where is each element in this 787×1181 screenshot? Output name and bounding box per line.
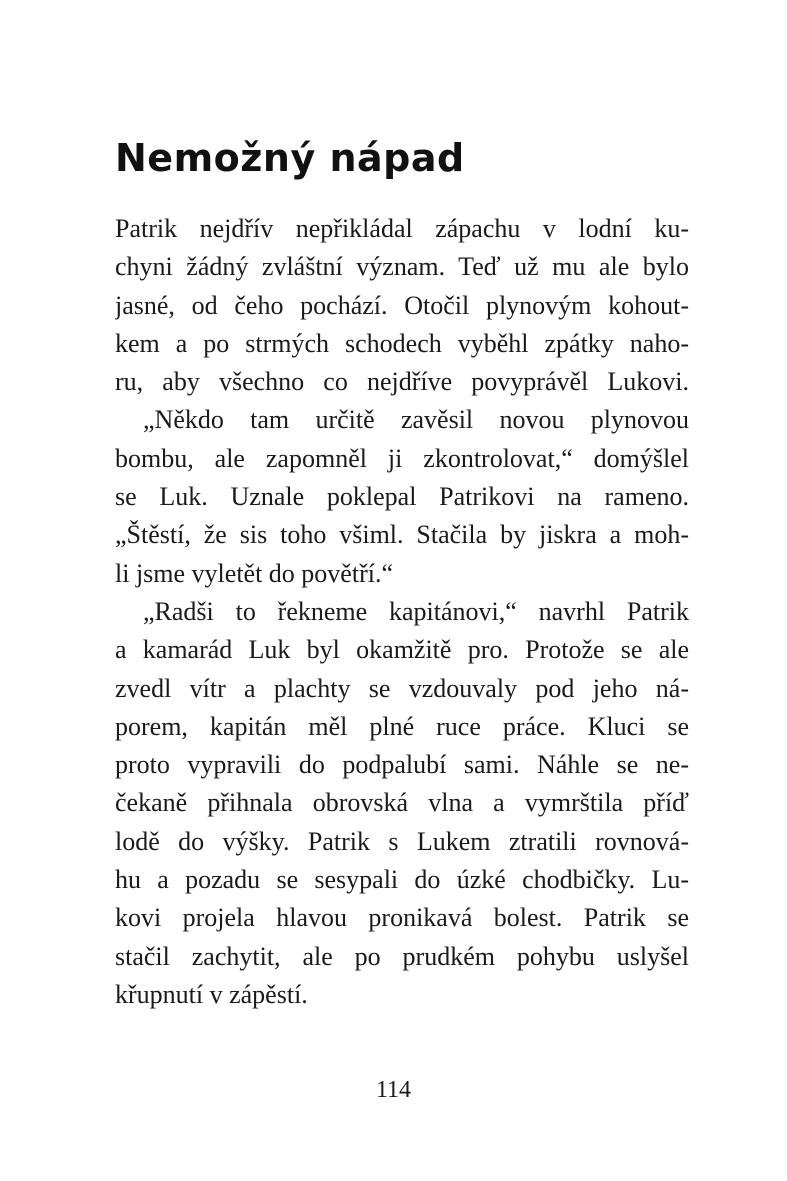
text-line: jasné, od čeho pochází. Otočil plynovým kohout- bbox=[115, 290, 689, 320]
text-line: chyni žádný zvláštní význam. Teď už mu ale bylo bbox=[115, 252, 689, 282]
text-line: a kamarád Luk byl okamžitě pro. Protože se ale bbox=[115, 635, 689, 665]
text-line: hu a pozadu se sesypali do úzké chodbičky. Lu- bbox=[115, 865, 689, 895]
text-line: li jsme vyletět do povětří.“ bbox=[115, 558, 393, 588]
body-text bbox=[115, 210, 689, 1014]
text-line: Patrik nejdřív nepřikládal zápachu v lodní ku- bbox=[115, 214, 689, 243]
text-line: zvedl vítr a plachty se vzdouvaly pod jeho ná- bbox=[115, 673, 689, 703]
paragraph bbox=[115, 593, 689, 1014]
paragraph bbox=[115, 210, 689, 401]
text-line: „Někdo tam určitě zavěsil novou plynovou bbox=[143, 405, 689, 435]
paragraph bbox=[115, 401, 689, 592]
page-number: 114 bbox=[375, 1077, 412, 1103]
text-line: proto vypravili do podpalubí sami. Náhle se ne- bbox=[115, 750, 689, 780]
text-line: bombu, ale zapomněl ji zkontrolovat,“ domýšlel bbox=[115, 443, 689, 473]
text-line: stačil zachytit, ale po prudkém pohybu uslyšel bbox=[115, 941, 689, 971]
text-line: porem, kapitán měl plné ruce práce. Kluci se bbox=[115, 711, 689, 741]
text-line: ru, aby všechno co nejdříve povyprávěl Lukovi. bbox=[115, 367, 689, 397]
text-line: křupnutí v zápěstí. bbox=[115, 979, 308, 1009]
text-line: lodě do výšky. Patrik s Lukem ztratili rovnová- bbox=[115, 826, 689, 856]
text-line: se Luk. Uznale poklepal Patrikovi na rameno. bbox=[115, 482, 689, 512]
text-line: „Radši to řekneme kapitánovi,“ navrhl Patrik bbox=[143, 596, 689, 626]
text-line: kem a po strmých schodech vyběhl zpátky naho- bbox=[115, 328, 689, 358]
chapter-title: Nemožný nápad bbox=[115, 136, 465, 180]
text-line: kovi projela hlavou pronikavá bolest. Patrik se bbox=[115, 903, 689, 933]
text-line: „Štěstí, že sis toho všiml. Stačila by jiskra a moh- bbox=[115, 520, 689, 550]
text-line: čekaně přihnala obrovská vlna a vymrštila příď bbox=[115, 788, 689, 818]
